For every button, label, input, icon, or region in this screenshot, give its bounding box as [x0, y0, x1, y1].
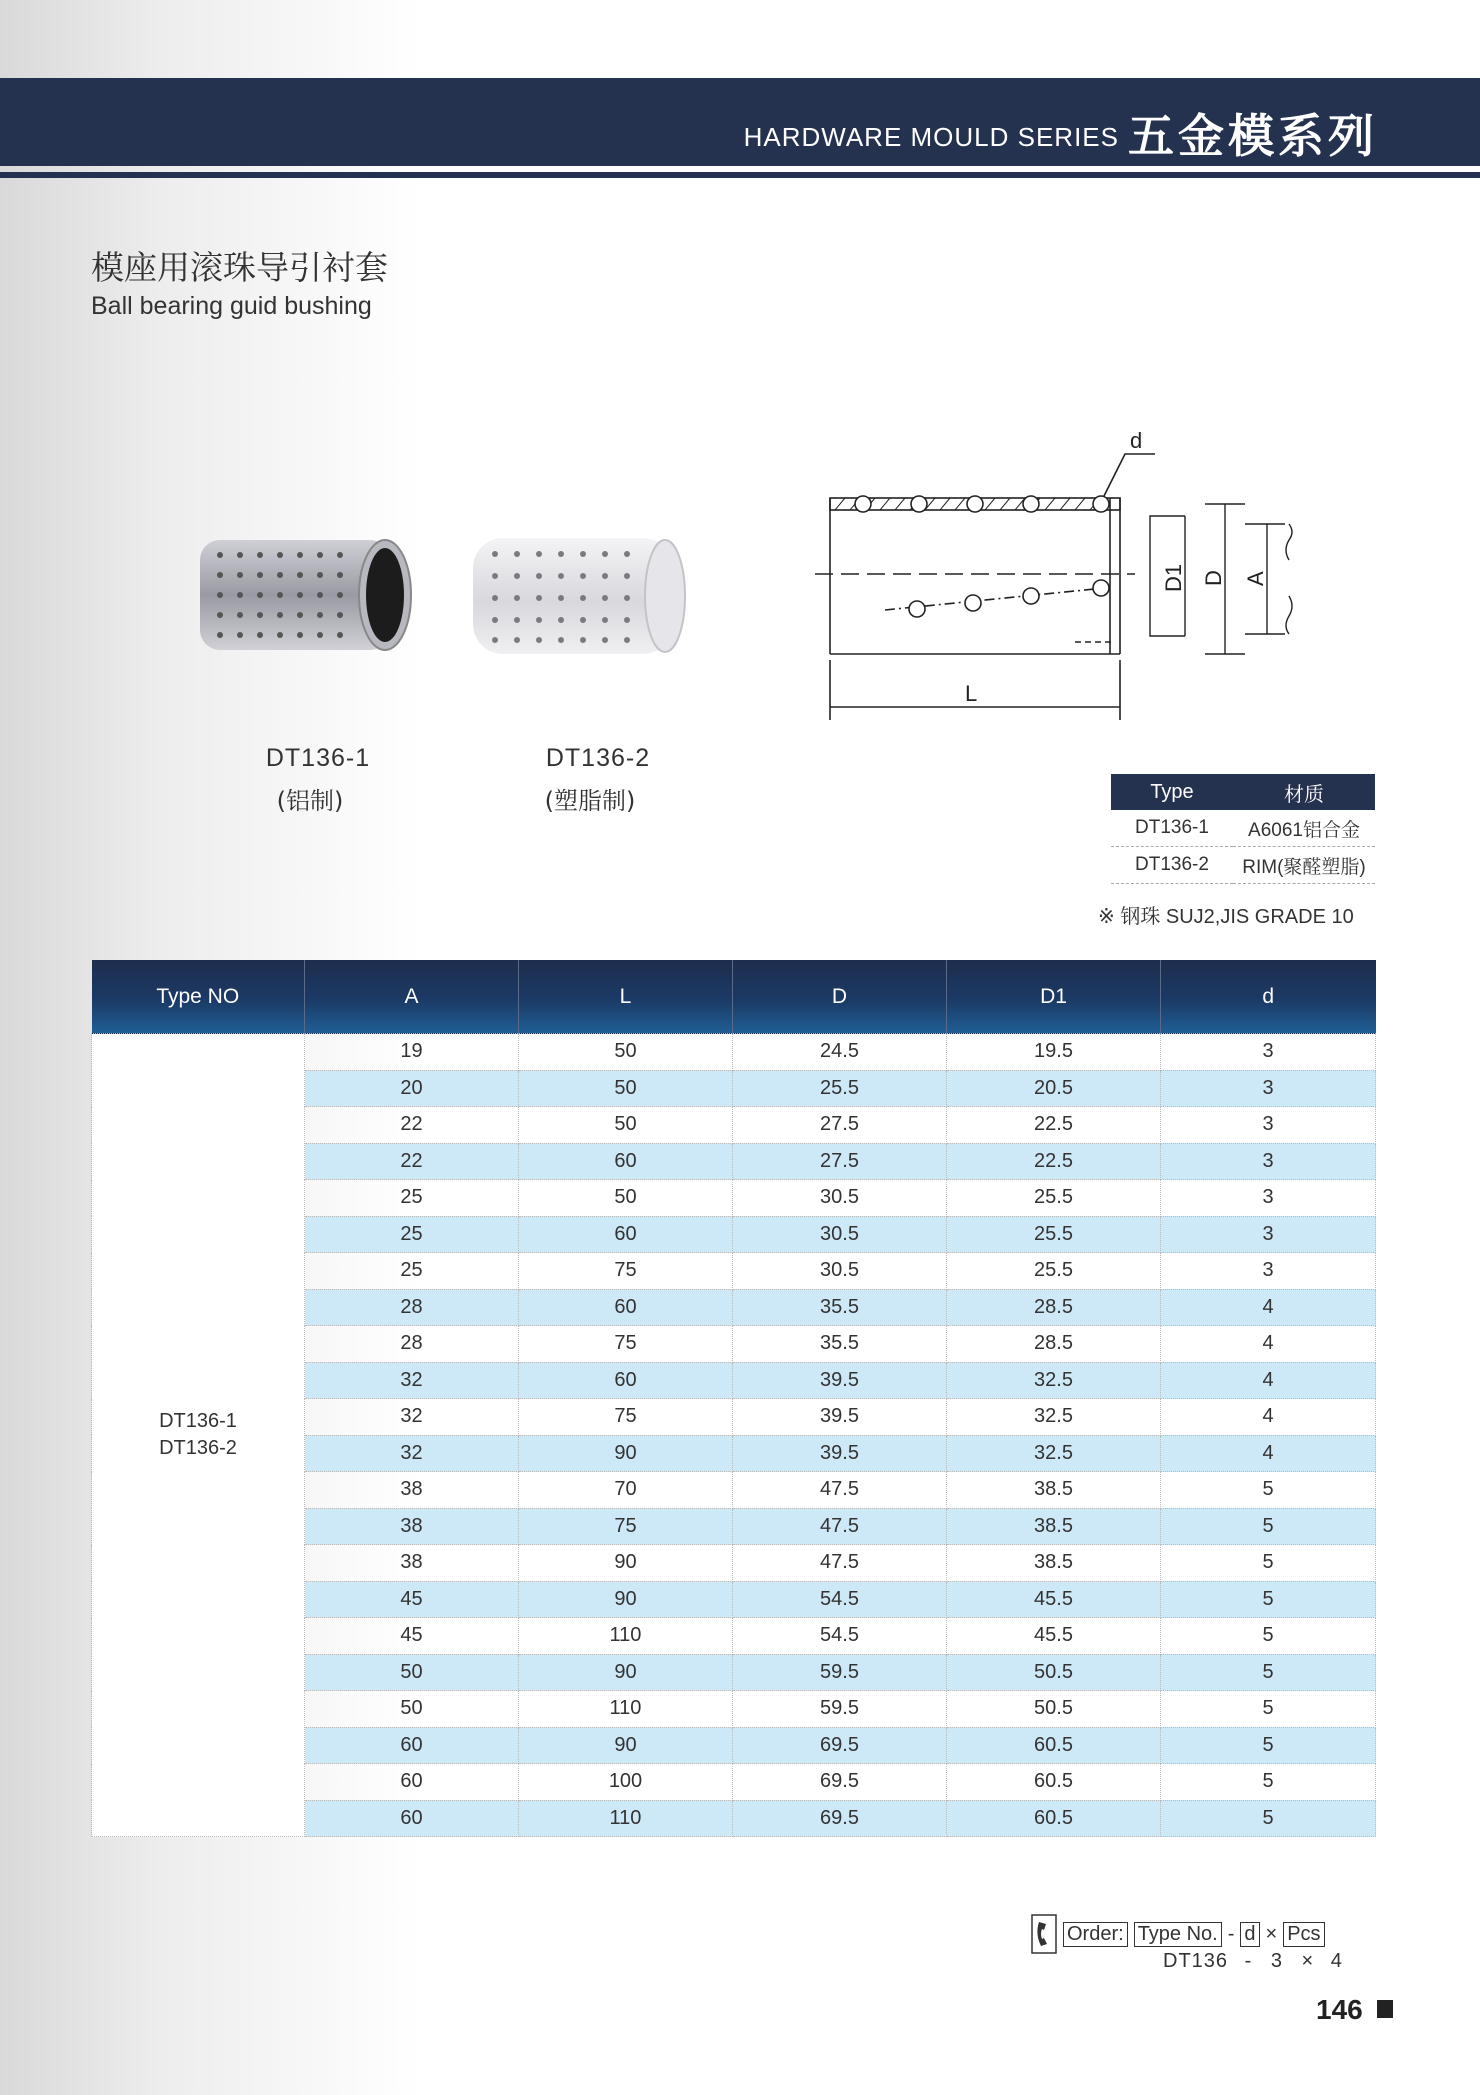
- spec-cell-L: 75: [519, 1508, 733, 1545]
- order-example-sep: -: [1244, 1950, 1253, 1972]
- spec-cell-d: 5: [1161, 1581, 1376, 1618]
- spec-cell-d: 3: [1161, 1107, 1376, 1144]
- series-title-zh: 五金模系列: [1128, 109, 1378, 163]
- spec-cell-A: 25: [305, 1180, 519, 1217]
- spec-cell-L: 90: [519, 1654, 733, 1691]
- spec-cell-d: 5: [1161, 1800, 1376, 1837]
- label-L: L: [965, 681, 978, 706]
- spec-cell-d: 5: [1161, 1508, 1376, 1545]
- spec-cell-d: 4: [1161, 1362, 1376, 1399]
- spec-cell-D: 27.5: [733, 1143, 947, 1180]
- spec-cell-D: 47.5: [733, 1508, 947, 1545]
- spec-header-type-no: Type NO: [92, 960, 305, 1034]
- spec-header-d: d: [1161, 960, 1376, 1034]
- spec-cell-D1: 32.5: [947, 1362, 1161, 1399]
- steel-ball-note: ※ 钢珠 SUJ2,JIS GRADE 10: [1098, 906, 1354, 928]
- spec-cell-D1: 28.5: [947, 1326, 1161, 1363]
- product-code: DT136-1: [265, 744, 371, 772]
- spec-cell-D1: 22.5: [947, 1143, 1161, 1180]
- table-row: [1111, 847, 1375, 884]
- spec-cell-A: 19: [305, 1034, 519, 1071]
- spec-cell-d: 5: [1161, 1472, 1376, 1509]
- spec-cell-L: 75: [519, 1326, 733, 1363]
- header-underline: [0, 172, 1480, 178]
- spec-cell-L: 90: [519, 1435, 733, 1472]
- label-d: d: [1130, 428, 1143, 453]
- order-example-pcs: 4: [1330, 1950, 1343, 1972]
- material-table: [1111, 774, 1375, 884]
- type-no-cell: [92, 1034, 305, 1837]
- product-material-note: (塑脂制): [544, 787, 636, 815]
- spec-cell-D: 24.5: [733, 1034, 947, 1071]
- spec-cell-D: 69.5: [733, 1727, 947, 1764]
- spec-cell-D1: 50.5: [947, 1691, 1161, 1728]
- spec-header-D1: D1: [947, 960, 1161, 1034]
- material-type-cell: DT136-1: [1111, 810, 1233, 847]
- spec-cell-D1: 45.5: [947, 1618, 1161, 1655]
- spec-cell-L: 70: [519, 1472, 733, 1509]
- spec-cell-L: 110: [519, 1691, 733, 1728]
- spec-cell-A: 50: [305, 1654, 519, 1691]
- type-no-value: DT136-2: [159, 1437, 237, 1459]
- spec-cell-d: 5: [1161, 1545, 1376, 1582]
- spec-cell-D: 35.5: [733, 1326, 947, 1363]
- product-material-note: (铝制): [276, 787, 344, 815]
- spec-cell-L: 75: [519, 1399, 733, 1436]
- material-header-material: 材质: [1233, 774, 1375, 810]
- order-field-type-no: Type No.: [1134, 1922, 1222, 1947]
- series-title-en: HARDWARE MOULD SERIES: [743, 122, 1119, 152]
- spec-cell-D1: 20.5: [947, 1070, 1161, 1107]
- spec-cell-D1: 60.5: [947, 1800, 1161, 1837]
- spec-cell-A: 25: [305, 1253, 519, 1290]
- page-number: 146: [1316, 1994, 1363, 2025]
- order-field-d: d: [1240, 1922, 1259, 1947]
- spec-cell-L: 50: [519, 1180, 733, 1217]
- spec-cell-D1: 50.5: [947, 1654, 1161, 1691]
- spec-cell-L: 60: [519, 1143, 733, 1180]
- spec-cell-A: 60: [305, 1764, 519, 1801]
- type-no-value: DT136-1: [159, 1410, 237, 1432]
- spec-cell-D: 59.5: [733, 1691, 947, 1728]
- spec-cell-L: 50: [519, 1070, 733, 1107]
- spec-cell-A: 32: [305, 1435, 519, 1472]
- order-example-sep: ×: [1301, 1950, 1315, 1972]
- order-info: [1031, 1914, 1343, 1973]
- spec-cell-D: 27.5: [733, 1107, 947, 1144]
- spec-cell-D: 47.5: [733, 1545, 947, 1582]
- page-title-zh: 模座用滚珠导引衬套: [91, 248, 388, 287]
- order-separator: ×: [1265, 1922, 1278, 1945]
- spec-cell-D1: 60.5: [947, 1727, 1161, 1764]
- spec-cell-d: 3: [1161, 1253, 1376, 1290]
- spec-cell-A: 22: [305, 1107, 519, 1144]
- spec-cell-d: 4: [1161, 1326, 1376, 1363]
- dimension-drawing: [805, 420, 1305, 730]
- spec-cell-A: 32: [305, 1399, 519, 1436]
- spec-cell-d: 4: [1161, 1289, 1376, 1326]
- order-example-d: 3: [1270, 1950, 1283, 1972]
- product-code: DT136-2: [545, 744, 651, 772]
- spec-cell-d: 3: [1161, 1180, 1376, 1217]
- table-row: [1111, 810, 1375, 847]
- order-separator: -: [1227, 1922, 1235, 1945]
- spec-cell-D1: 38.5: [947, 1508, 1161, 1545]
- spec-cell-L: 110: [519, 1800, 733, 1837]
- spec-cell-A: 20: [305, 1070, 519, 1107]
- material-value-cell: A6061铝合金: [1233, 810, 1375, 847]
- spec-header-L: L: [519, 960, 733, 1034]
- spec-cell-D1: 28.5: [947, 1289, 1161, 1326]
- spec-cell-D: 30.5: [733, 1216, 947, 1253]
- label-D: D: [1201, 570, 1226, 586]
- material-type-cell: DT136-2: [1111, 847, 1233, 884]
- spec-cell-D: 69.5: [733, 1800, 947, 1837]
- spec-cell-d: 4: [1161, 1435, 1376, 1472]
- order-example-type: DT136: [1163, 1950, 1229, 1972]
- table-row: [92, 1034, 1376, 1071]
- spec-cell-L: 90: [519, 1545, 733, 1582]
- spec-cell-A: 45: [305, 1618, 519, 1655]
- spec-cell-L: 90: [519, 1581, 733, 1618]
- spec-cell-d: 3: [1161, 1034, 1376, 1071]
- material-header-type: Type: [1111, 774, 1233, 810]
- order-example: [1163, 1950, 1343, 1973]
- spec-cell-L: 50: [519, 1034, 733, 1071]
- spec-cell-A: 60: [305, 1727, 519, 1764]
- spec-cell-D: 30.5: [733, 1253, 947, 1290]
- spec-cell-D1: 25.5: [947, 1253, 1161, 1290]
- spec-cell-D: 39.5: [733, 1399, 947, 1436]
- spec-cell-L: 90: [519, 1727, 733, 1764]
- spec-cell-L: 50: [519, 1107, 733, 1144]
- label-D1: D1: [1161, 563, 1186, 592]
- spec-cell-d: 3: [1161, 1216, 1376, 1253]
- spec-cell-D1: 60.5: [947, 1764, 1161, 1801]
- spec-cell-d: 5: [1161, 1764, 1376, 1801]
- spec-cell-A: 50: [305, 1691, 519, 1728]
- spec-cell-D: 35.5: [733, 1289, 947, 1326]
- spec-cell-A: 38: [305, 1545, 519, 1582]
- spec-cell-D1: 19.5: [947, 1034, 1161, 1071]
- spec-cell-A: 38: [305, 1508, 519, 1545]
- spec-cell-L: 60: [519, 1289, 733, 1326]
- spec-cell-A: 32: [305, 1362, 519, 1399]
- spec-cell-D1: 45.5: [947, 1581, 1161, 1618]
- spec-cell-D1: 38.5: [947, 1472, 1161, 1509]
- spec-cell-L: 60: [519, 1362, 733, 1399]
- product-image-aluminum: [190, 530, 420, 660]
- spec-cell-D: 30.5: [733, 1180, 947, 1217]
- spec-cell-A: 38: [305, 1472, 519, 1509]
- spec-cell-A: 28: [305, 1289, 519, 1326]
- spec-cell-d: 5: [1161, 1691, 1376, 1728]
- phone-icon: [1031, 1914, 1057, 1954]
- spec-cell-D1: 25.5: [947, 1180, 1161, 1217]
- spec-cell-D1: 22.5: [947, 1107, 1161, 1144]
- material-value-cell: RIM(聚醛塑脂): [1233, 847, 1375, 884]
- spec-cell-L: 100: [519, 1764, 733, 1801]
- spec-cell-d: 5: [1161, 1727, 1376, 1764]
- spec-cell-d: 4: [1161, 1399, 1376, 1436]
- order-field-pcs: Pcs: [1283, 1922, 1324, 1947]
- spec-table: [91, 960, 1376, 1837]
- spec-cell-d: 5: [1161, 1618, 1376, 1655]
- spec-cell-D1: 25.5: [947, 1216, 1161, 1253]
- page-marker-square: [1377, 2000, 1393, 2018]
- spec-cell-L: 60: [519, 1216, 733, 1253]
- spec-header-A: A: [305, 960, 519, 1034]
- spec-cell-d: 5: [1161, 1654, 1376, 1691]
- label-A: A: [1243, 571, 1268, 586]
- spec-cell-D: 39.5: [733, 1435, 947, 1472]
- spec-cell-D: 59.5: [733, 1654, 947, 1691]
- spec-cell-d: 3: [1161, 1143, 1376, 1180]
- spec-cell-D: 69.5: [733, 1764, 947, 1801]
- spec-cell-D: 39.5: [733, 1362, 947, 1399]
- spec-cell-A: 22: [305, 1143, 519, 1180]
- spec-header-D: D: [733, 960, 947, 1034]
- order-label: Order:: [1063, 1922, 1128, 1947]
- page-title-en: Ball bearing guid bushing: [91, 292, 372, 320]
- spec-cell-A: 25: [305, 1216, 519, 1253]
- spec-cell-L: 75: [519, 1253, 733, 1290]
- spec-cell-D: 54.5: [733, 1581, 947, 1618]
- spec-cell-A: 28: [305, 1326, 519, 1363]
- spec-cell-D1: 32.5: [947, 1399, 1161, 1436]
- spec-cell-d: 3: [1161, 1070, 1376, 1107]
- spec-cell-D: 54.5: [733, 1618, 947, 1655]
- spec-cell-D: 25.5: [733, 1070, 947, 1107]
- spec-cell-A: 60: [305, 1800, 519, 1837]
- spec-cell-L: 110: [519, 1618, 733, 1655]
- spec-cell-A: 45: [305, 1581, 519, 1618]
- product-image-resin: [465, 530, 695, 660]
- spec-cell-D: 47.5: [733, 1472, 947, 1509]
- spec-cell-D1: 38.5: [947, 1545, 1161, 1582]
- spec-cell-D1: 32.5: [947, 1435, 1161, 1472]
